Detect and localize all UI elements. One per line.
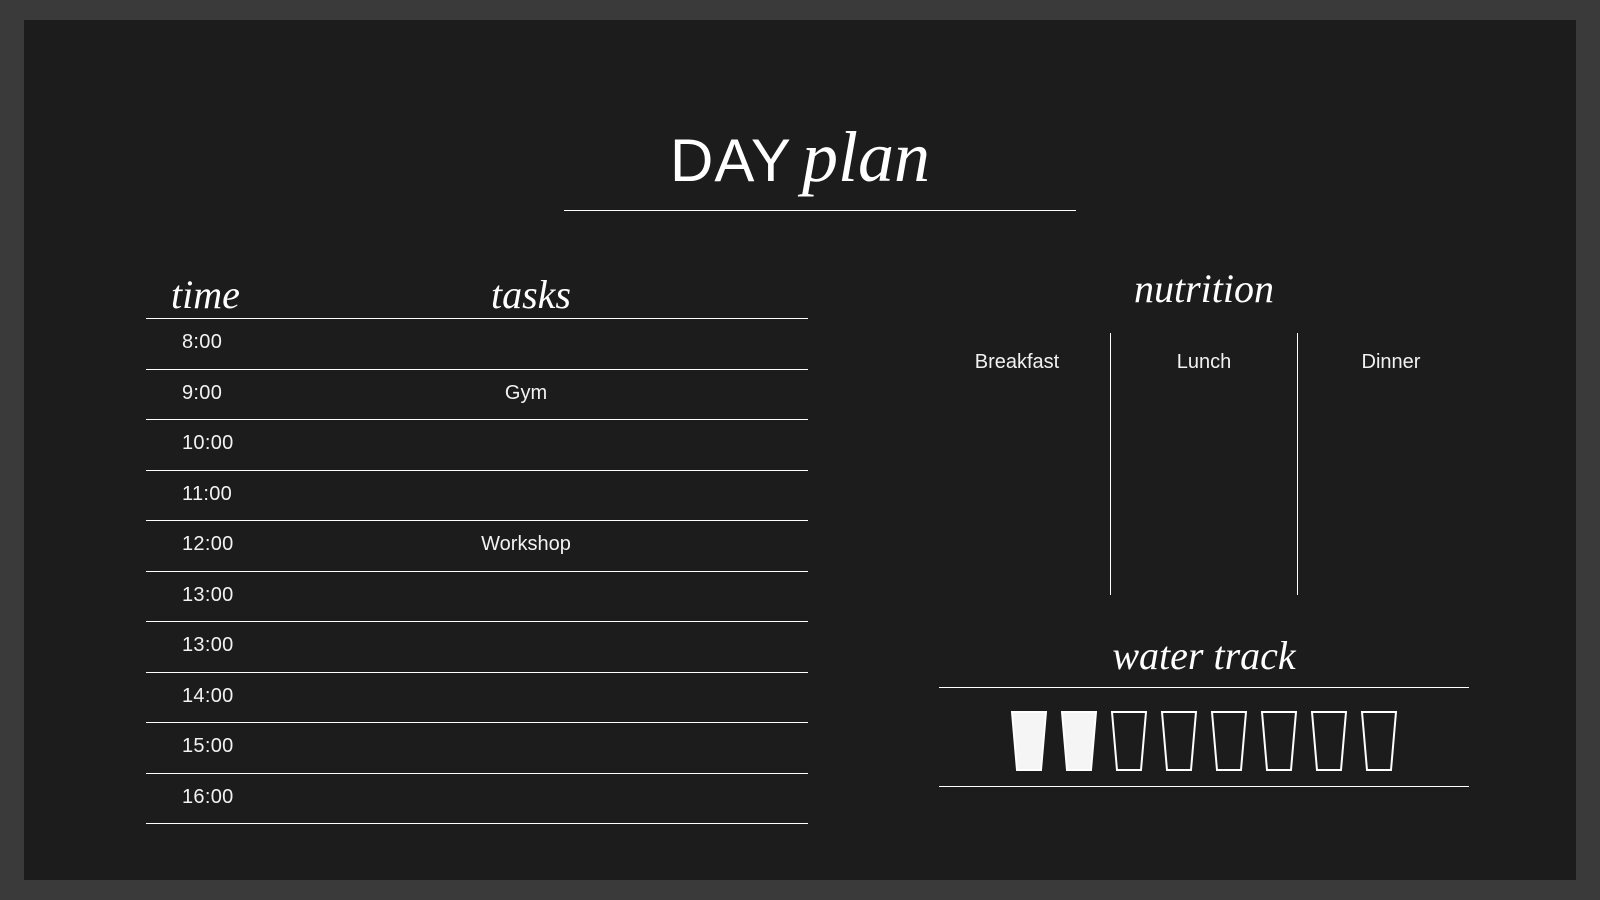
water-glass-icon[interactable] (1358, 710, 1400, 772)
water-track-section (924, 632, 1484, 787)
column-header-time: time (171, 272, 240, 317)
row-time: 10:00 (182, 432, 234, 454)
water-glass-icon[interactable] (1108, 710, 1150, 772)
nutrition-column-lunch[interactable] (1110, 333, 1297, 595)
row-time: 13:00 (182, 583, 234, 606)
table-row[interactable] (146, 520, 808, 571)
title-day: DAY (670, 127, 792, 194)
water-track-bottom-rule (939, 786, 1469, 787)
page-title (24, 116, 1576, 199)
water-track-title: water track (1112, 633, 1296, 678)
table-row[interactable] (146, 470, 808, 521)
water-glass-icon[interactable] (1058, 710, 1100, 772)
row-time: 16:00 (182, 785, 234, 808)
water-glass-icon[interactable] (1258, 710, 1300, 772)
planner-page (24, 20, 1576, 880)
table-row[interactable] (146, 318, 808, 369)
table-row[interactable] (146, 621, 808, 672)
row-time: 11:00 (182, 482, 233, 505)
water-glass-icon[interactable] (1008, 710, 1050, 772)
table-row[interactable] (146, 419, 808, 470)
row-time: 12:00 (182, 533, 234, 555)
table-row[interactable] (146, 722, 808, 773)
nutrition-section (924, 265, 1484, 595)
row-time: 15:00 (182, 735, 234, 757)
nutrition-label: Breakfast (974, 351, 1060, 373)
row-time: 9:00 (182, 381, 223, 404)
schedule-table (146, 260, 808, 824)
row-time: 8:00 (182, 331, 223, 353)
nutrition-label: Dinner (1361, 351, 1421, 373)
row-time: 13:00 (182, 634, 234, 656)
table-row[interactable] (146, 369, 808, 420)
water-glass-icon[interactable] (1308, 710, 1350, 772)
nutrition-column-breakfast[interactable] (924, 333, 1110, 595)
table-row[interactable] (146, 672, 808, 723)
title-plan: plan (801, 117, 930, 197)
title-underline (564, 210, 1076, 211)
nutrition-columns (924, 333, 1484, 595)
nutrition-column-dinner[interactable] (1297, 333, 1484, 595)
row-task[interactable]: Workshop (481, 533, 571, 555)
water-glass-icon[interactable] (1208, 710, 1250, 772)
table-row[interactable] (146, 571, 808, 622)
column-header-tasks: tasks (491, 272, 571, 317)
nutrition-title: nutrition (1133, 266, 1275, 311)
schedule-header (146, 260, 808, 318)
row-time: 14:00 (182, 684, 234, 707)
table-row[interactable] (146, 773, 808, 825)
title-text (670, 116, 930, 199)
water-glass-list (924, 688, 1484, 786)
water-glass-icon[interactable] (1158, 710, 1200, 772)
nutrition-label: Lunch (1176, 351, 1232, 373)
row-task[interactable]: Gym (504, 381, 548, 404)
